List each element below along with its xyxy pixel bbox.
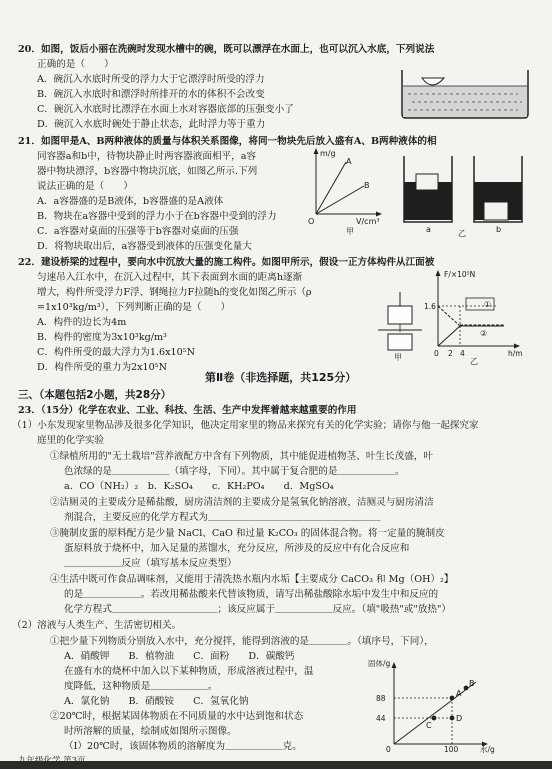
q23-graph-xtick-100: 100 — [444, 745, 459, 754]
q23-graph-xlabel: 水/g — [480, 745, 495, 754]
q23-t2-line2: 时所溶解的质量，绘制成如图所示图像。 — [64, 726, 237, 737]
q22-curve1-label: ① — [484, 300, 492, 309]
q23-point-a: A — [456, 689, 462, 698]
q23-s4-line3: 化学方程式＿＿＿＿＿＿＿＿＿＿＿；该反应属于＿＿＿＿＿＿反应。（填"吸热"或"放热"） — [64, 604, 452, 615]
q23-part2-heading: （2）溶液与人类生产、生活密切相关。 — [12, 620, 182, 631]
q23-part1-line2: 庭里的化学实验 — [37, 435, 105, 446]
q22-option-b: B．构件的密度为3x10³kg/m³ — [37, 332, 167, 343]
q23-solubility-graph — [368, 660, 508, 752]
q23-t1-options2: A．氯化钠 B．硝酸铵 C．氢氧化钠 — [64, 696, 249, 707]
q22-graph-ytick: 1.6 — [424, 302, 436, 311]
q21-option-c: C．a容器对桌面的压强等于b容器对桌面的压强 — [37, 226, 239, 237]
q22-option-c: C．构件所受的最大浮力为1.6x10⁵N — [37, 347, 195, 358]
q22-stem-line4: =1x10³kg/m³），下列判断正确的是（ ） — [37, 302, 231, 313]
q21-graph-caption: 甲 — [346, 227, 354, 236]
q22-graph-xtick-2: 2 — [448, 349, 453, 358]
q23-graph-ytick-88: 88 — [376, 694, 386, 703]
q23-graph-origin: 0 — [386, 745, 391, 754]
q20-option-b: B．碗沉入水底时和漂浮时所排开的水的体积不会改变 — [37, 89, 265, 100]
q23-s1-line1: ①绿植所用的"无土栽培"营养液配方中含有下列物质，其中能促进植物茎、叶生长茂盛，叶 — [50, 451, 433, 462]
q22-option-a: A．构件的边长为4m — [37, 317, 127, 328]
q21-option-a: A．a容器盛的是B液体，b容器盛的是A液体 — [37, 196, 224, 207]
q22-stem-line2: 匀速吊入江水中，在沉入过程中，其下表面到水面的距离h逐渐 — [37, 272, 303, 283]
q23-t2-line1: ②20℃时，根据某固体物质在不同质量的水中达到饱和状态 — [50, 711, 304, 722]
q22-graph-ylabel: F/×10⁵N — [444, 270, 476, 279]
section3-heading: 三、（本题包括2小题，共28分） — [18, 389, 172, 401]
q21-mass-volume-graph — [306, 148, 388, 236]
q21-option-b: B．物块在a容器中受到的浮力小于在b容器中受到的浮力 — [37, 211, 277, 222]
q23-t1-line3: 在盛有水的烧杯中加入以下某种物质，形成溶液过程中，温 — [64, 666, 314, 677]
q23-s3-line3: ＿＿＿＿＿＿反应（填写基本反应类型） — [64, 558, 237, 569]
q21-option-d: D．将物块取出后，a容器受到液体的压强变化量大 — [37, 241, 252, 252]
q21-graph-xlabel: V/cm³ — [356, 217, 380, 226]
q23-heading: 23．（15分）化学在农业、工业、科技、生活、生产中发挥着越来越重要的作用 — [18, 405, 357, 416]
part2-title: 第Ⅱ卷（非选择题，共125分） — [205, 371, 357, 384]
q22-curve2-label: ② — [480, 329, 488, 338]
q23-part1-line1: （1）小东发现家里物品涉及很多化学知识，他决定用家里的物品来探究有关的化学实验；请你与他一起探究家 — [12, 420, 479, 431]
q22-graph-xlabel: h/m — [508, 349, 523, 358]
q20-option-c: C．碗沉入水底时比漂浮在水面上水对容器底部的压强变小了 — [37, 104, 294, 115]
q21-line-a-label: A — [346, 157, 352, 166]
q22-graph-caption: 乙 — [470, 357, 478, 366]
q23-s4-line2: 的是＿＿＿＿＿＿。若改用稀盐酸来代替该物质，请写出稀盐酸除水垢中发生中和反应的 — [64, 589, 439, 600]
q23-s2-line2: 剂混合，主要反应的化学方程式为＿＿＿＿＿＿＿＿＿＿＿＿＿＿＿＿＿＿ — [64, 512, 381, 523]
q20-sink-figure — [398, 58, 534, 120]
q21-stem-line1: 21．如图甲是A、B两种液体的质量与体积关系图像，将同一物块先后放入盛有A、B两种液体的相 — [18, 136, 437, 147]
q20-option-a: A．碗沉入水底时所受的浮力大于它漂浮时所受的浮力 — [37, 74, 265, 85]
q22-force-graph — [424, 268, 536, 364]
q21-container-b-label: b — [496, 225, 502, 234]
q21-line-b-label: B — [364, 181, 370, 190]
q23-s3-line2: 蛋原料放于烧杯中，加入足量的蒸馏水，充分反应，所涉及的反应中有化合反应和 — [64, 543, 410, 554]
q21-containers-figure — [396, 152, 534, 238]
q22-crane-figure — [378, 292, 422, 362]
q21-containers-caption: 乙 — [458, 229, 466, 238]
q23-s2-line1: ②洁厕灵的主要成分是稀盐酸，厨房清洁剂的主要成分是氢氧化钠溶液，洁厕灵与厨房清洁 — [50, 497, 434, 508]
q22-graph-xtick-4: 4 — [460, 349, 465, 358]
q21-stem-line2: 同容器a和b中，待物块静止时两容器液面相平，a容 — [37, 151, 257, 162]
q23-t1-line1: ①把少量下列物质分别放入水中，充分搅拌，能得到溶液的是＿＿＿＿。（填序号，下同）， — [50, 636, 434, 647]
q22-fig-caption: 甲 — [394, 353, 402, 362]
q23-point-d: D — [456, 714, 463, 723]
q23-s4-line1: ④生活中既可作食品调味剂，又能用于清洗热水瓶内水垢【主要成分 CaCO₃ 和 Mg（OH）₂】 — [50, 574, 454, 585]
page-bottom-edge — [0, 761, 552, 769]
q22-stem-line3: 增大，构件所受浮力F浮、钢绳拉力F拉随h的变化如图乙所示（ρ — [37, 287, 312, 298]
q23-point-c: C — [426, 721, 432, 730]
q23-t1-line4: 度降低，这种物质是＿＿＿＿＿＿。 — [64, 681, 218, 692]
q22-option-d: D．构件所受的重力为2x10⁵N — [37, 362, 167, 373]
q21-stem-line3: 器中物块漂浮，b容器中物块沉底，如图乙所示.下列 — [37, 166, 258, 177]
q23-t2-line3: （Ⅰ）20℃时，该固体物质的溶解度为＿＿＿＿＿＿克。 — [64, 741, 302, 752]
q20-option-d: D．碗沉入水底时碗处于静止状态，此时浮力等于重力 — [37, 119, 266, 130]
q23-s1-line2: 色浓绿的是＿＿＿＿＿＿（填字母，下同）。其中属于复合肥的是＿＿＿＿＿＿。 — [64, 466, 405, 477]
q20-stem-line1: 20．如图，饭后小丽在洗碗时发现水槽中的碗，既可以漂浮在水面上，也可以沉入水底，下列说法 — [18, 44, 435, 55]
q21-graph-origin: O — [308, 217, 315, 226]
q21-graph-ylabel: m/g — [320, 149, 336, 158]
q21-stem-line4: 说法正确的是（ ） — [37, 181, 133, 192]
q23-graph-ylabel: 固体/g — [368, 659, 391, 668]
q23-graph-ytick-44: 44 — [376, 714, 386, 723]
q23-t1-options: A．硝酸钾 B．植物油 C．面粉 D．碳酸钙 — [64, 651, 295, 662]
q21-container-a-label: a — [426, 225, 431, 234]
q20-stem-line2: 正确的是（ ） — [37, 59, 114, 70]
q23-point-b: B — [469, 679, 475, 688]
q23-s3-line1: ③腌制皮蛋的原料配方是少量 NaCl、CaO 和过量 K₂CO₃ 的固体混合物。将一定量的腌制皮 — [50, 528, 445, 539]
q23-s1-options: a．CO（NH₂）₂ b．K₂SO₄ c．KH₂PO₄ d．MgSO₄ — [64, 481, 334, 492]
q22-graph-origin: 0 — [434, 349, 439, 358]
q22-stem-line1: 22．建设桥梁的过程中，要向水中沉放大量的施工构件。如图甲所示，假设一正方体构件从江面被 — [18, 257, 435, 268]
